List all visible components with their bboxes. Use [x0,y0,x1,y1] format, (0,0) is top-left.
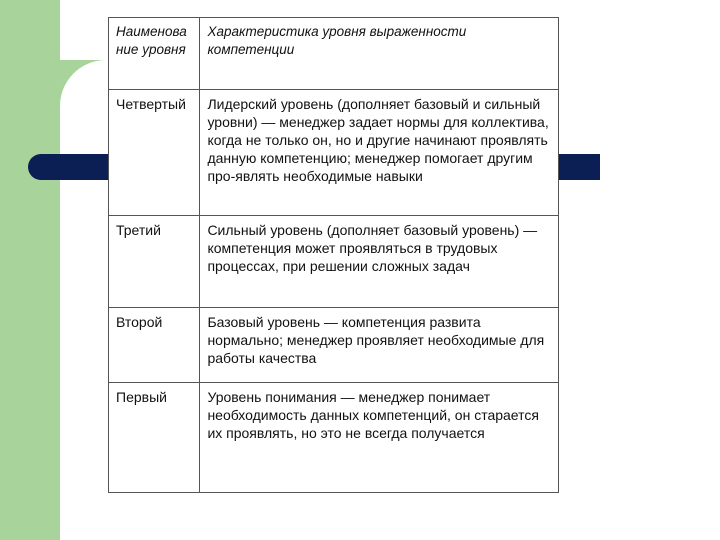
level-name: Третий [109,216,200,308]
decorative-green-corner [60,60,110,110]
level-name: Второй [109,308,200,383]
level-description: Базовый уровень — компетенция развита нормально; менеджер проявляет необходимые для работы качества [200,308,559,383]
table-row [109,90,559,216]
level-name: Первый [109,383,200,493]
header-level-name: Наименование уровня [109,18,200,90]
level-description: Сильный уровень (дополняет базовый уровень) — компетенция может проявляться в трудовых процессах, при решении сложных задач [200,216,559,308]
table-row [109,216,559,308]
level-name: Четвертый [109,90,200,216]
competency-levels-table [108,17,559,493]
table-row [109,383,559,493]
decorative-green-sidebar [0,0,60,540]
header-level-description: Характеристика уровня выраженности компетенции [200,18,559,90]
table-row [109,308,559,383]
level-description: Лидерский уровень (дополняет базовый и сильный уровни) — менеджер задает нормы для коллектива, когда не только он, но и другие начинают проявлять данную компетенцию; менеджер помогает другим про-являть необходимые навыки [200,90,559,216]
level-description: Уровень понимания — менеджер понимает необходимость данных компетенций, он старается их проявлять, но это не всегда получается [200,383,559,493]
table-header-row [109,18,559,90]
